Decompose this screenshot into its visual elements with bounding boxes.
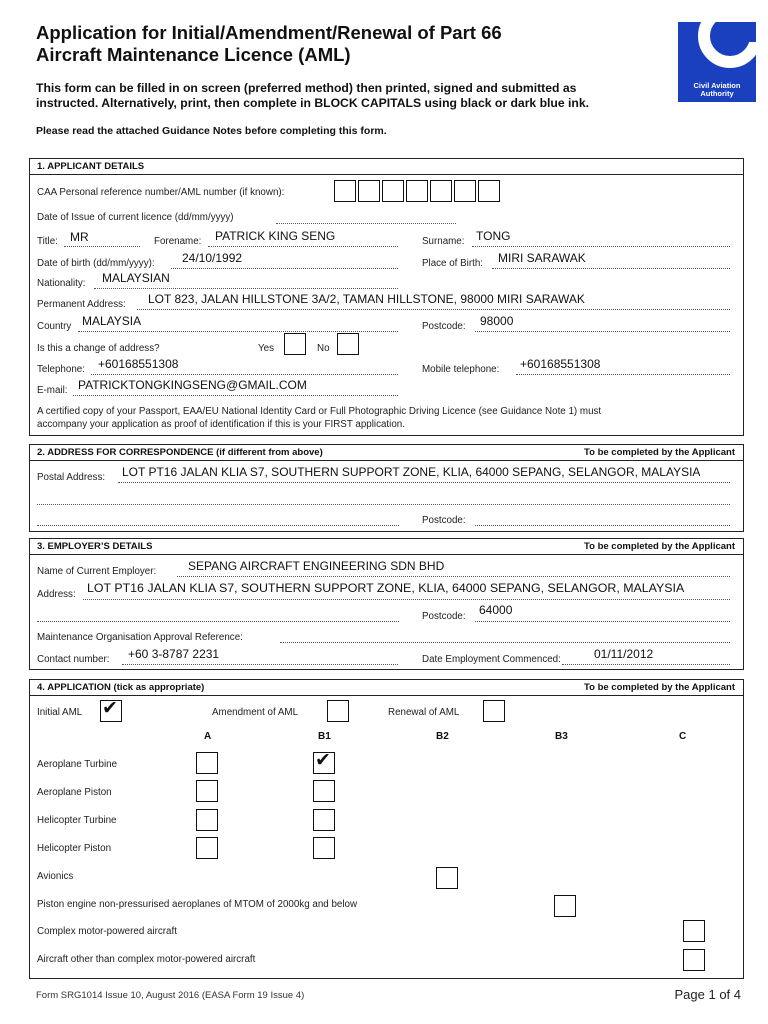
section-1-heading: [30, 159, 743, 175]
yes-checkbox[interactable]: [284, 333, 306, 355]
permanent-address-label: Permanent Address:: [37, 299, 126, 310]
column-header-b2: B2: [436, 731, 449, 742]
country-value: MALAYSIA: [82, 314, 142, 328]
pob-label: Place of Birth:: [422, 258, 483, 269]
mobile-field[interactable]: [516, 374, 730, 375]
dob-value: 24/10/1992: [182, 251, 243, 265]
employer-address-field[interactable]: [83, 599, 730, 600]
section-2-heading: [30, 445, 743, 461]
employer-postcode-label: Postcode:: [422, 611, 466, 622]
section-4-heading: [30, 680, 743, 696]
initial-aml-label: Initial AML: [37, 707, 83, 718]
row-label-other-aircraft: Aircraft other than complex motor-powered aircraft: [37, 954, 256, 965]
postcode-field[interactable]: [475, 331, 730, 332]
section-1-title: 1. APPLICANT DETAILS: [37, 161, 145, 172]
logo-text-line-2: Authority: [700, 89, 734, 98]
ref-digit-box-5[interactable]: [430, 180, 452, 202]
nationality-label: Nationality:: [37, 278, 86, 289]
surname-label: Surname:: [422, 236, 465, 247]
telephone-label: Telephone:: [37, 364, 85, 375]
issue-date-label: Date of Issue of current licence (dd/mm/yyyy): [37, 212, 234, 223]
dob-field[interactable]: [171, 268, 398, 269]
renewal-aml-label: Renewal of AML: [388, 707, 460, 718]
contact-number-label: Contact number:: [37, 654, 110, 665]
title-value: MR: [70, 230, 89, 244]
employer-name-value: SEPANG AIRCRAFT ENGINEERING SDN BHD: [188, 559, 445, 573]
no-label: No: [317, 343, 330, 354]
id-copy-note-line-2: accompany your application as proof of identification if this is your FIRST application.: [37, 419, 405, 430]
title-label: Title:: [37, 236, 58, 247]
section-3-title: 3. EMPLOYER’S DETAILS: [37, 541, 153, 552]
no-checkbox[interactable]: [337, 333, 359, 355]
email-label: E-mail:: [37, 385, 68, 396]
pob-value: MIRI SARAWAK: [498, 251, 586, 265]
section-application: [29, 679, 744, 979]
section-correspondence-address: [29, 444, 744, 532]
postal-address-line-2[interactable]: [37, 504, 730, 505]
ref-digit-box-3[interactable]: [382, 180, 404, 202]
intro-text: [36, 81, 656, 111]
title-line-1: Application for Initial/Amendment/Renewal of Part 66: [36, 22, 502, 43]
ref-digit-box-1[interactable]: [334, 180, 356, 202]
permanent-address-field[interactable]: [137, 309, 730, 310]
surname-field[interactable]: [472, 246, 730, 247]
ref-digit-box-7[interactable]: [478, 180, 500, 202]
telephone-value: +60168551308: [98, 357, 179, 371]
column-header-c: C: [679, 731, 687, 742]
correspondence-postcode-label: Postcode:: [422, 515, 466, 526]
postal-address-label: Postal Address:: [37, 472, 106, 483]
intro-line-1: This form can be filled in on screen (preferred method) then printed, signed and submitted as: [36, 81, 577, 95]
mobile-label: Mobile telephone:: [422, 364, 500, 375]
permanent-address-value: LOT 823, JALAN HILLSTONE 3A/2, TAMAN HILLSTONE, 98000 MIRI SARAWAK: [148, 292, 585, 306]
ref-number-label: CAA Personal reference number/AML number (if known):: [37, 187, 285, 198]
ref-digit-box-2[interactable]: [358, 180, 380, 202]
postal-address-field[interactable]: [118, 482, 730, 483]
ref-digit-box-6[interactable]: [454, 180, 476, 202]
forename-value: PATRICK KING SENG: [215, 229, 336, 243]
checkbox-aeroplane-piston-b1[interactable]: [313, 780, 335, 802]
caa-logo: [678, 22, 756, 102]
caa-logo-icon: [678, 22, 756, 82]
section-4-title: 4. APPLICATION (tick as appropriate): [37, 682, 205, 693]
yes-label: Yes: [258, 343, 274, 354]
section-3-completion-note: To be completed by the Applicant: [584, 541, 735, 552]
row-label-piston-non-pressurised: Piston engine non-pressurised aeroplanes of MTOM of 2000kg and below: [37, 899, 358, 910]
postcode-value: 98000: [480, 314, 514, 328]
form-identifier: Form SRG1014 Issue 10, August 2016 (EASA Form 19 Issue 4): [36, 990, 305, 1001]
amendment-aml-label: Amendment of AML: [212, 707, 299, 718]
initial-aml-checkbox[interactable]: [100, 700, 122, 722]
contact-number-field[interactable]: [122, 664, 398, 665]
form-title: [36, 22, 656, 66]
logo-text-line-1: Civil Aviation: [693, 81, 741, 90]
row-label-aeroplane-piston: Aeroplane Piston: [37, 787, 112, 798]
issue-date-field[interactable]: [276, 223, 456, 224]
intro-line-2: instructed. Alternatively, print, then complete in BLOCK CAPITALS using black or dark blue ink.: [36, 96, 590, 110]
postcode-label: Postcode:: [422, 321, 466, 332]
id-copy-note-line-1: A certified copy of your Passport, EAA/EU National Identity Card or Full Photographic Driving Licence (see Guidance Note 1) must: [37, 406, 602, 417]
checkbox-helicopter-turbine-a[interactable]: [196, 809, 218, 831]
title-field[interactable]: [64, 246, 140, 247]
guidance-note: Please read the attached Guidance Notes before completing this form.: [36, 125, 387, 137]
checkmark-icon: ✔: [315, 750, 331, 771]
section-applicant-details: [29, 158, 744, 436]
country-field[interactable]: [78, 331, 398, 332]
employer-postcode-field[interactable]: [475, 621, 730, 622]
section-2-title: 2. ADDRESS FOR CORRESPONDENCE (if different from above): [37, 447, 323, 458]
row-label-aeroplane-turbine: Aeroplane Turbine: [37, 759, 118, 770]
correspondence-postcode-field[interactable]: [475, 525, 730, 526]
section-4-completion-note: To be completed by the Applicant: [584, 682, 735, 693]
row-label-avionics: Avionics: [37, 871, 74, 882]
column-header-a: A: [204, 731, 212, 742]
row-label-complex-motor-powered: Complex motor-powered aircraft: [37, 926, 177, 937]
renewal-aml-checkbox[interactable]: [483, 700, 505, 722]
checkmark-icon: ✔: [102, 698, 118, 719]
title-line-2: Aircraft Maintenance Licence (AML): [36, 44, 351, 65]
ref-digit-box-4[interactable]: [406, 180, 428, 202]
change-address-label: Is this a change of address?: [37, 343, 160, 354]
employer-address-line-2[interactable]: [37, 621, 399, 622]
employment-date-value: 01/11/2012: [594, 647, 654, 661]
moa-reference-field[interactable]: [280, 642, 730, 643]
section-employer-details: [29, 538, 744, 670]
moa-reference-label: Maintenance Organisation Approval Reference:: [37, 632, 243, 643]
row-label-helicopter-turbine: Helicopter Turbine: [37, 815, 117, 826]
employer-postcode-value: 64000: [479, 603, 513, 617]
employment-date-label: Date Employment Commenced:: [422, 654, 561, 665]
checkbox-aeroplane-turbine-a[interactable]: [196, 752, 218, 774]
dob-label: Date of birth (dd/mm/yyyy):: [37, 258, 155, 269]
pob-field[interactable]: [492, 268, 730, 269]
postal-address-line-3[interactable]: [37, 525, 399, 526]
checkbox-helicopter-piston-b1[interactable]: [313, 837, 335, 859]
postal-address-value: LOT PT16 JALAN KLIA S7, SOUTHERN SUPPORT ZONE, KLIA, 64000 SEPANG, SELANGOR, MALAYSIA: [122, 465, 701, 479]
page-number: Page 1 of 4: [674, 987, 741, 1002]
telephone-field[interactable]: [91, 374, 398, 375]
employment-date-field[interactable]: [562, 664, 730, 665]
surname-value: TONG: [476, 229, 511, 243]
email-value: PATRICKTONGKINGSENG@GMAIL.COM: [78, 378, 307, 392]
employer-name-field[interactable]: [177, 576, 730, 577]
email-field[interactable]: [73, 395, 398, 396]
column-header-b3: B3: [555, 731, 568, 742]
logo-text: [680, 82, 754, 98]
employer-name-label: Name of Current Employer:: [37, 566, 157, 577]
nationality-value: MALAYSIAN: [102, 271, 170, 285]
nationality-field[interactable]: [94, 288, 398, 289]
checkbox-other-aircraft-c[interactable]: [683, 949, 705, 971]
checkbox-helicopter-turbine-b1[interactable]: [313, 809, 335, 831]
row-label-helicopter-piston: Helicopter Piston: [37, 843, 112, 854]
contact-number-value: +60 3-8787 2231: [128, 647, 220, 661]
employer-address-value: LOT PT16 JALAN KLIA S7, SOUTHERN SUPPORT ZONE, KLIA, 64000 SEPANG, SELANGOR, MALAYSIA: [87, 581, 685, 595]
country-label: Country: [37, 321, 72, 332]
checkbox-helicopter-piston-a[interactable]: [196, 837, 218, 859]
checkbox-complex-motor-powered-c[interactable]: [683, 920, 705, 942]
section-2-completion-note: To be completed by the Applicant: [584, 447, 735, 458]
forename-field[interactable]: [208, 246, 398, 247]
checkbox-avionics-b2[interactable]: [436, 867, 458, 889]
section-3-heading: [30, 539, 743, 555]
checkbox-aeroplane-piston-a[interactable]: [196, 780, 218, 802]
column-header-b1: B1: [318, 731, 331, 742]
mobile-value: +60168551308: [520, 357, 601, 371]
forename-label: Forename:: [154, 236, 202, 247]
checkbox-piston-non-pressurised-b3[interactable]: [554, 895, 576, 917]
employer-address-label: Address:: [37, 589, 76, 600]
checkbox-aeroplane-turbine-b1[interactable]: [313, 752, 335, 774]
amendment-aml-checkbox[interactable]: [327, 700, 349, 722]
